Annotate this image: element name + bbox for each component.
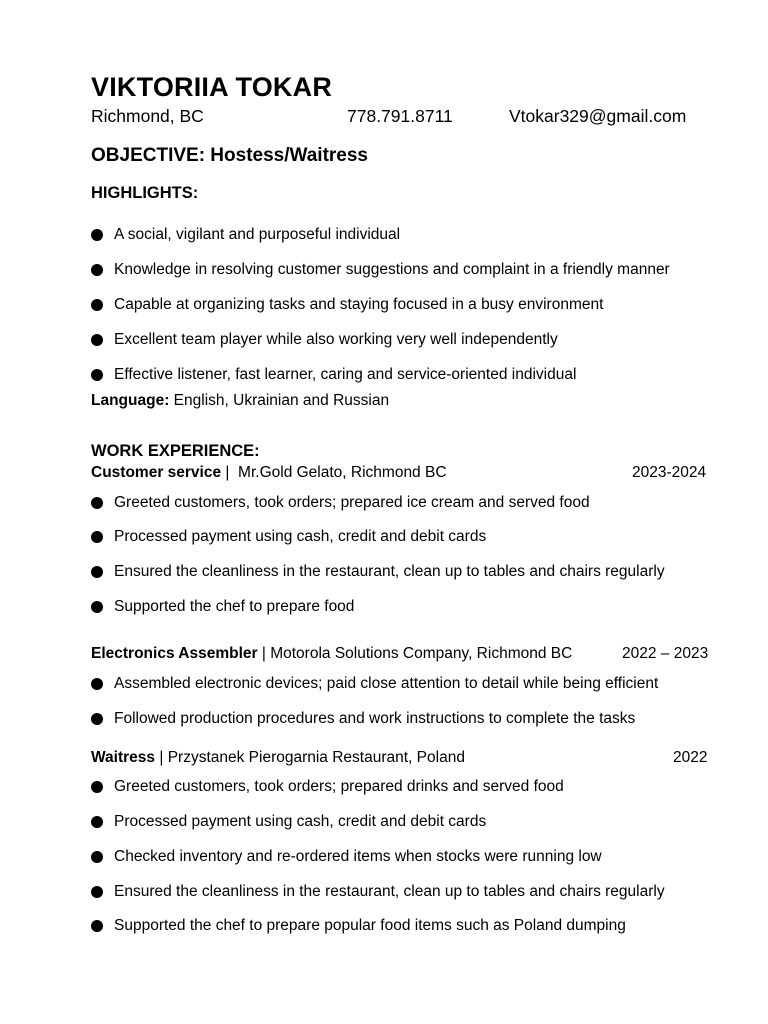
contact-email: Vtokar329@gmail.com (509, 106, 687, 126)
contact-phone: 778.791.8711 (347, 106, 453, 126)
bullet-icon (91, 781, 103, 793)
job-bullet (91, 813, 486, 831)
highlight-item (91, 226, 400, 244)
bullet-icon (91, 566, 103, 578)
bullet-icon (91, 886, 103, 898)
job-bullet-text: Processed payment using cash, credit and debit cards (114, 813, 487, 830)
bullet-icon (91, 816, 103, 828)
highlight-text: Effective listener, fast learner, caring and service-oriented individual (114, 366, 577, 383)
job-bullet-text: Supported the chef to prepare popular food items such as Poland dumping (114, 917, 626, 934)
job-employer: Przystanek Pierogarnia Restaurant, Poland (167, 749, 465, 766)
job-separator: | (257, 645, 271, 662)
highlight-text: A social, vigilant and purposeful individual (114, 226, 401, 243)
job-separator: | (221, 464, 239, 481)
job-employer: Mr.Gold Gelato, Richmond BC (238, 464, 447, 481)
job-bullet-text: Ensured the cleanliness in the restaurant, clean up to tables and chairs regularly (114, 563, 665, 580)
bullet-icon (91, 920, 103, 932)
language-value: English, Ukrainian and Russian (169, 392, 390, 409)
job-bullet-text: Processed payment using cash, credit and debit cards (114, 528, 487, 545)
bullet-icon (91, 601, 103, 613)
job-bullet (91, 848, 602, 866)
highlight-text: Excellent team player while also working very well independently (114, 331, 558, 348)
job-bullet (91, 675, 658, 693)
bullet-icon (91, 229, 103, 241)
job-bullet-text: Greeted customers, took orders; prepared ice cream and served food (114, 494, 590, 511)
bullet-icon (91, 497, 103, 509)
bullet-icon (91, 264, 103, 276)
objective-heading: OBJECTIVE: Hostess/Waitress (91, 145, 368, 166)
bullet-icon (91, 299, 103, 311)
highlight-item (91, 296, 603, 314)
job-dates: 2023-2024 (632, 464, 707, 481)
job-employer: Motorola Solutions Company, Richmond BC (270, 645, 573, 662)
bullet-icon (91, 713, 103, 725)
job-bullet (91, 883, 665, 901)
job-header (91, 464, 447, 482)
job-bullet (91, 528, 486, 546)
bullet-icon (91, 369, 103, 381)
job-bullet-text: Greeted customers, took orders; prepared drinks and served food (114, 778, 564, 795)
bullet-icon (91, 851, 103, 863)
job-title: Electronics Assembler (91, 645, 258, 662)
job-header (91, 749, 465, 767)
highlight-item (91, 261, 670, 279)
contact-location: Richmond, BC (91, 106, 204, 126)
highlight-item (91, 366, 576, 384)
job-title: Waitress (91, 749, 156, 766)
language-label: Language: (91, 392, 170, 409)
job-bullet-text: Assembled electronic devices; paid close attention to detail while being efficient (114, 675, 659, 692)
job-bullet-text: Checked inventory and re-ordered items when stocks were running low (114, 848, 602, 865)
highlight-text: Capable at organizing tasks and staying focused in a busy environment (114, 296, 604, 313)
highlight-item (91, 331, 558, 349)
bullet-icon (91, 678, 103, 690)
job-bullet-text: Supported the chef to prepare food (114, 598, 355, 615)
candidate-name: VIKTORIIA TOKAR (91, 72, 333, 102)
job-dates: 2022 (673, 749, 708, 766)
job-dates: 2022 – 2023 (622, 645, 709, 662)
job-header (91, 645, 572, 663)
work-experience-heading: WORK EXPERIENCE: (91, 442, 260, 460)
job-bullet (91, 917, 626, 935)
bullet-icon (91, 531, 103, 543)
job-bullet (91, 494, 590, 512)
language-line (91, 392, 389, 410)
job-bullet-text: Followed production procedures and work instructions to complete the tasks (114, 710, 636, 727)
job-bullet (91, 598, 354, 616)
job-bullet (91, 778, 564, 796)
job-bullet (91, 563, 665, 581)
highlights-heading: HIGHLIGHTS: (91, 184, 199, 202)
highlight-text: Knowledge in resolving customer suggestions and complaint in a friendly manner (114, 261, 670, 278)
bullet-icon (91, 334, 103, 346)
job-title: Customer service (91, 464, 222, 481)
job-bullet (91, 710, 635, 728)
job-bullet-text: Ensured the cleanliness in the restaurant, clean up to tables and chairs regularly (114, 883, 665, 900)
job-separator: | (155, 749, 168, 766)
